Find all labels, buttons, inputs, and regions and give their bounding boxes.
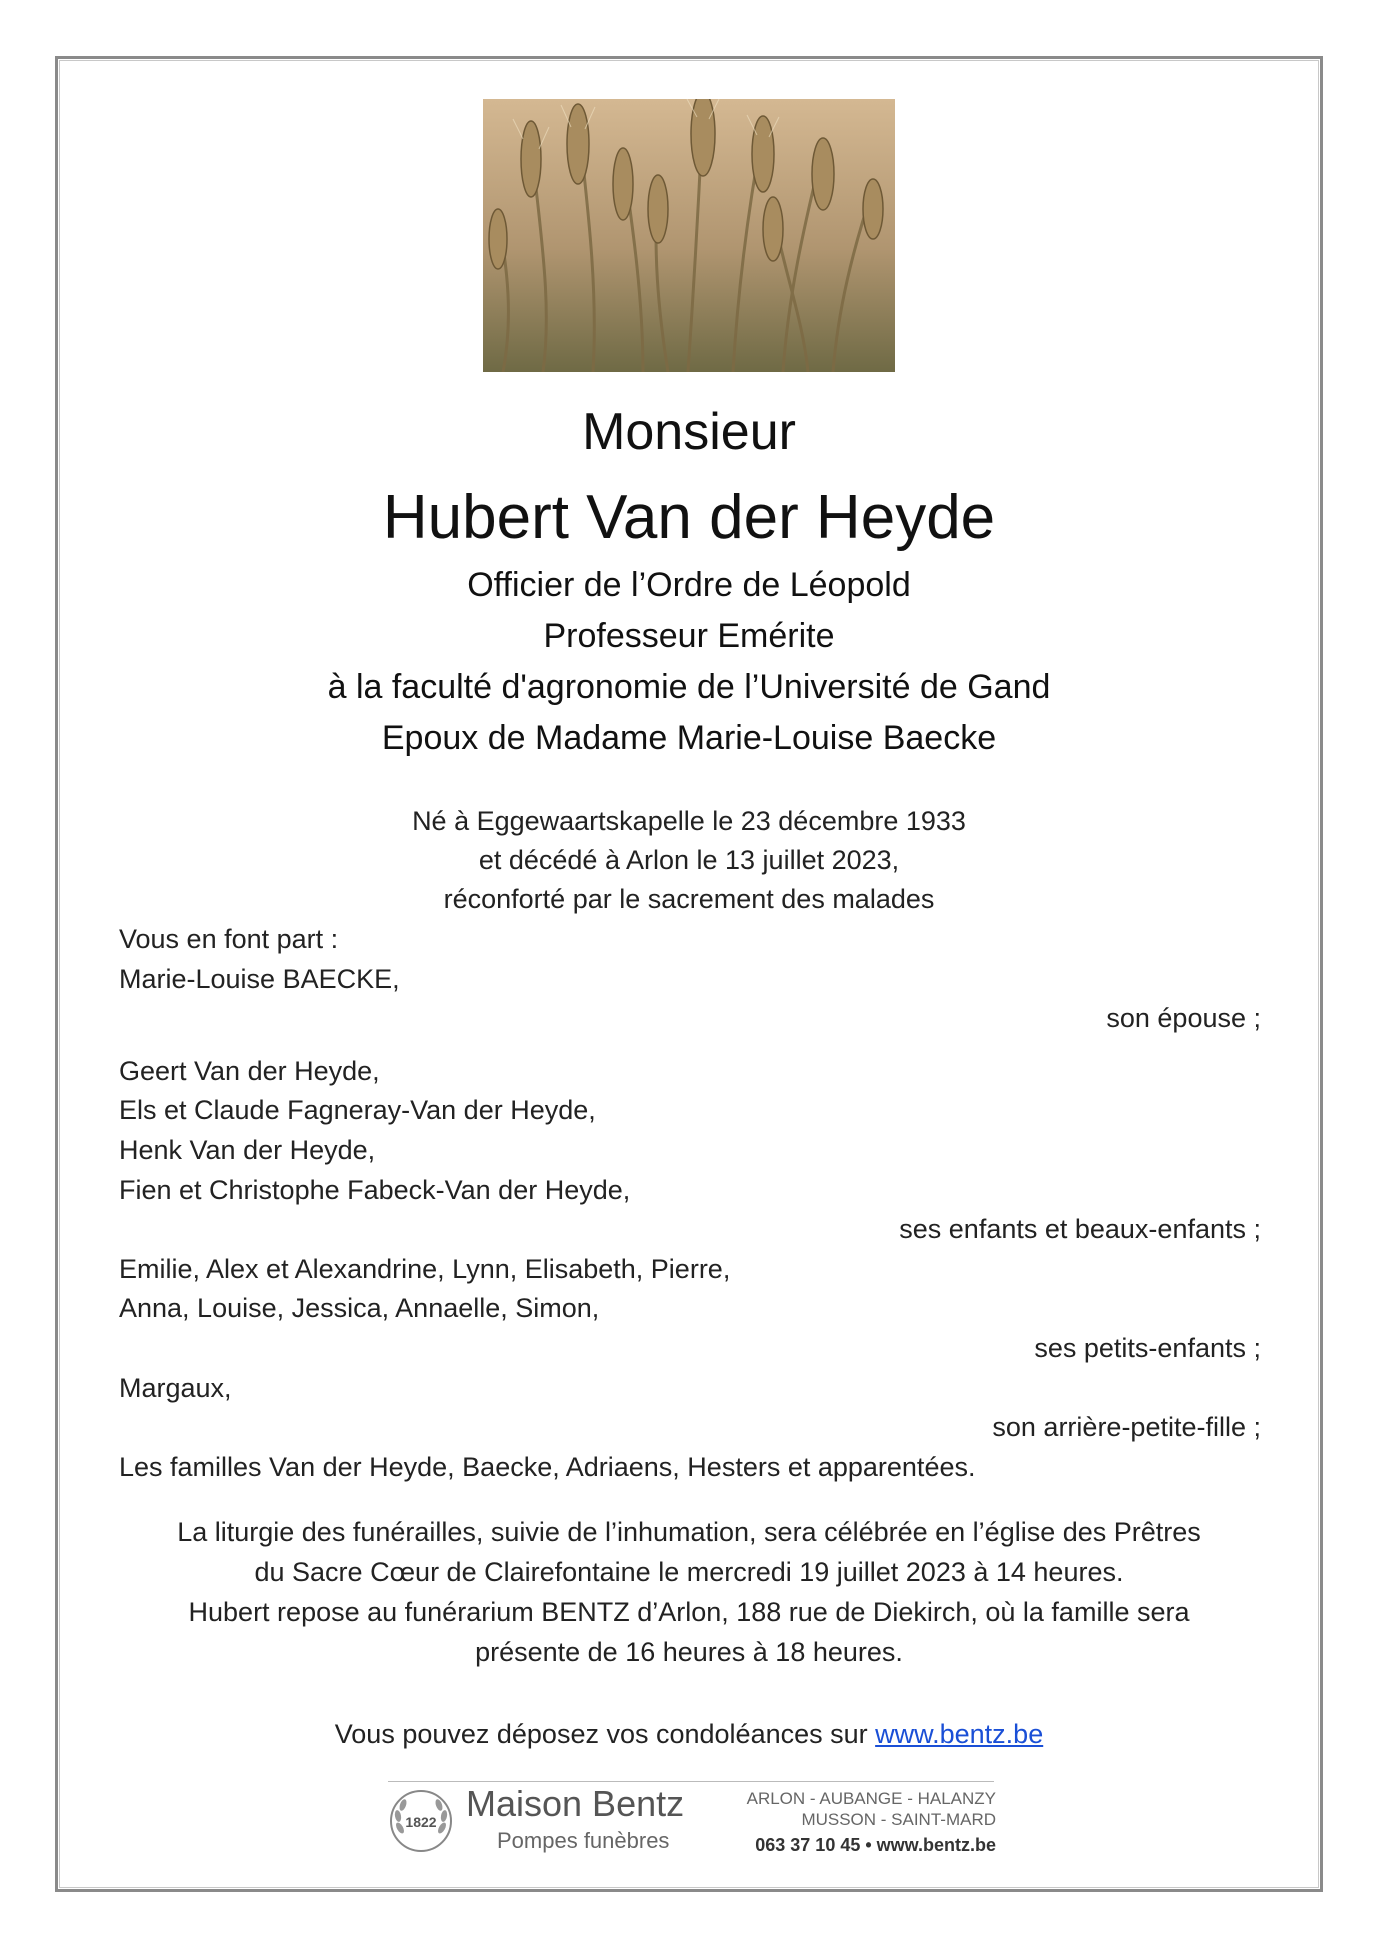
title-line: Professeur Emérite (543, 617, 835, 655)
child-name: Henk Van der Heyde, (119, 1134, 376, 1165)
places-line: MUSSON - SAINT-MARD (801, 1810, 996, 1829)
company-places (716, 1788, 996, 1830)
sacrament-line: réconforté par le sacrement des malades (443, 884, 935, 914)
grandchildren-role: ses petits-enfants ; (1034, 1332, 1261, 1363)
birth-line: Né à Eggewaartskapelle le 23 décembre 1933 (412, 806, 966, 836)
children-role: ses enfants et beaux-enfants ; (899, 1214, 1261, 1245)
places-line: ARLON - AUBANGE - HALANZY (746, 1789, 996, 1808)
laurel-seal-icon (388, 1788, 454, 1854)
grandchildren-line: Anna, Louise, Jessica, Annaelle, Simon, (119, 1293, 600, 1324)
child-name: Fien et Christophe Fabeck-Van der Heyde, (119, 1174, 631, 1205)
company-service: Pompes funèbres (497, 1828, 670, 1853)
ceremony-line: La liturgie des funérailles, suivie de l’inhumation, sera célébrée en l’église des Prêtres (177, 1517, 1201, 1547)
condolences-link[interactable]: www.bentz.be (875, 1719, 1044, 1749)
death-line: et décédé à Arlon le 13 juillet 2023, (478, 845, 900, 875)
ceremony-line: du Sacre Cœur de Clairefontaine le mercredi 19 juillet 2023 à 14 heures. (254, 1557, 1124, 1587)
ceremony-block (60, 1512, 1318, 1672)
titles-block (60, 560, 1318, 764)
extended-families: Les familles Van der Heyde, Baecke, Adriaens, Hesters et apparentées. (119, 1451, 976, 1482)
ceremony-line: Hubert repose au funérarium BENTZ d’Arlon, 188 rue de Diekirch, où la famille sera (188, 1597, 1190, 1627)
honorific: Monsieur (582, 403, 796, 461)
grandchildren-line: Emilie, Alex et Alexandrine, Lynn, Elisabeth, Pierre, (119, 1253, 731, 1284)
condolences-line (60, 1714, 1318, 1754)
dates-block (60, 802, 1318, 919)
family-intro: Vous en font part : (119, 924, 339, 954)
spouse-role: son épouse ; (1106, 1003, 1261, 1034)
deceased-name: Hubert Van der Heyde (382, 483, 996, 552)
title-line: à la faculté d'agronomie de l’Université de Gand (327, 668, 1051, 706)
condolences-text: Vous pouvez déposez vos condoléances sur (334, 1719, 876, 1749)
family-block (119, 920, 1261, 1487)
seal-year: 1822 (405, 1814, 437, 1830)
child-name: Els et Claude Fagneray-Van der Heyde, (119, 1095, 596, 1126)
great-grandchild-role: son arrière-petite-fille ; (992, 1412, 1261, 1443)
company-contact: 063 37 10 45 • www.bentz.be (755, 1835, 996, 1855)
spouse-name: Marie-Louise BAECKE, (119, 963, 400, 994)
company-name: Maison Bentz (466, 1783, 685, 1824)
wheat-photo (483, 99, 895, 372)
title-line: Epoux de Madame Marie-Louise Baecke (381, 719, 997, 757)
title-line: Officier de l’Ordre de Léopold (467, 566, 911, 604)
child-name: Geert Van der Heyde, (119, 1055, 380, 1086)
ceremony-line: présente de 16 heures à 18 heures. (475, 1637, 903, 1667)
great-grandchild-name: Margaux, (119, 1372, 232, 1403)
